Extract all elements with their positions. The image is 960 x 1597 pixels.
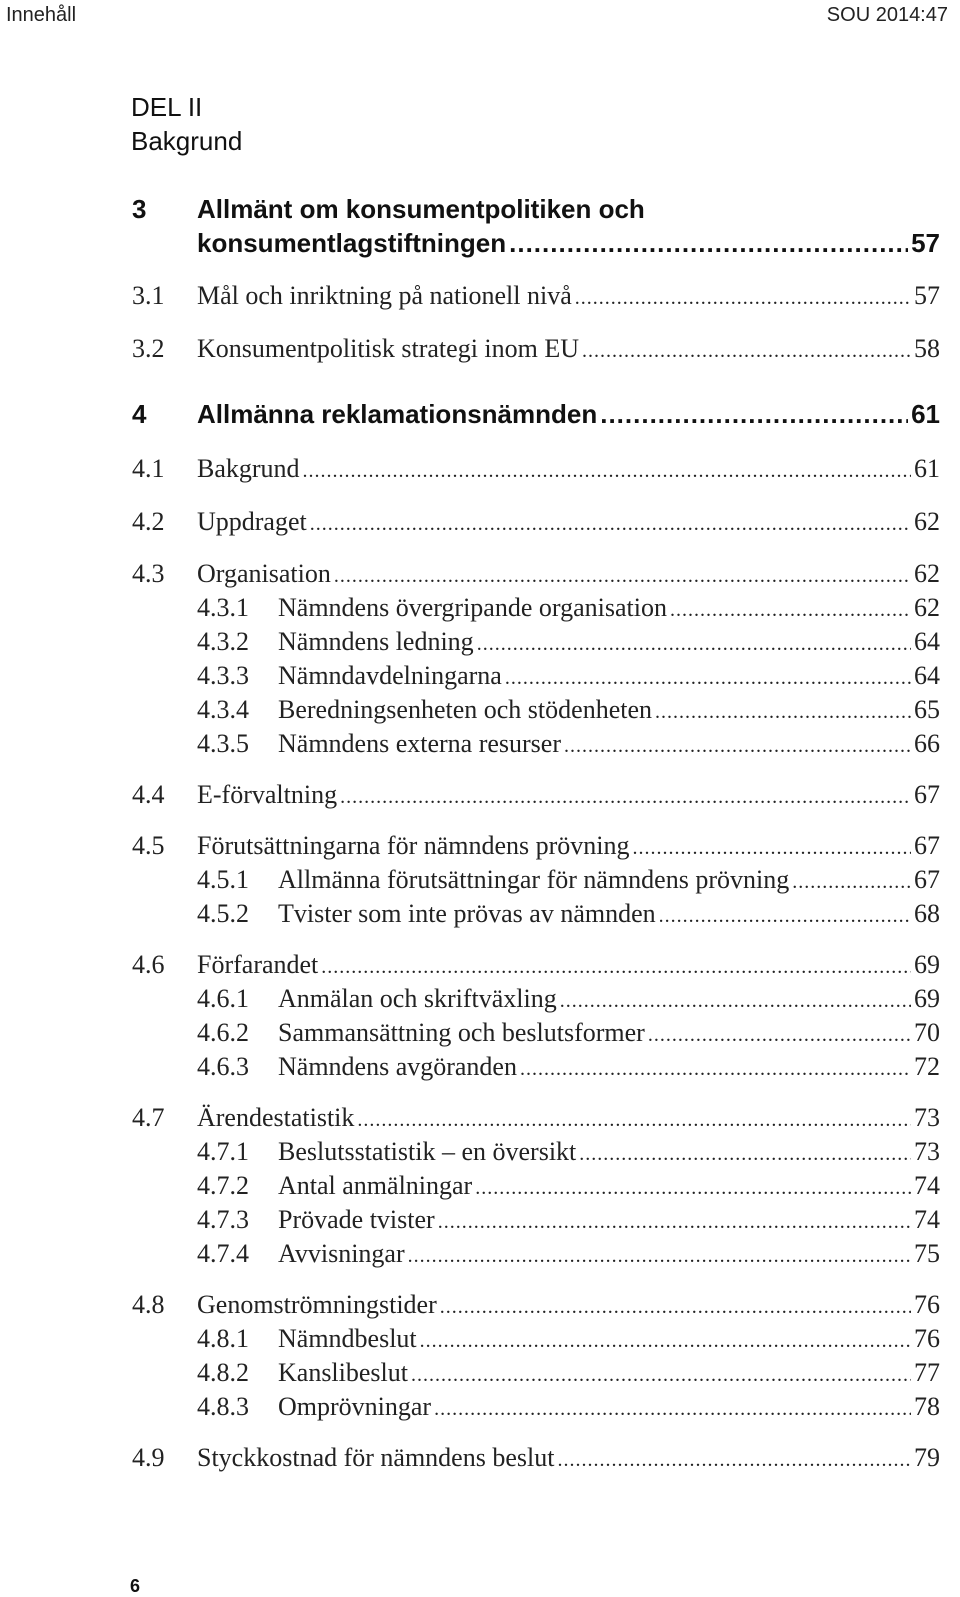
dot-leader — [509, 226, 908, 260]
toc-page: 74 — [914, 1171, 940, 1200]
toc-number: 4.6.1 — [197, 984, 249, 1013]
toc-number: 4.8.3 — [197, 1392, 249, 1421]
toc-chapter-3[interactable] — [0, 226, 960, 260]
dot-leader — [648, 1018, 911, 1052]
toc-number: 4.6.2 — [197, 1018, 249, 1047]
toc-section-3-1[interactable] — [0, 279, 960, 313]
toc-section-4-1[interactable] — [0, 452, 960, 486]
dot-leader — [575, 281, 911, 315]
toc-section-4-9[interactable] — [0, 1441, 960, 1475]
toc-subsection-4-7-3[interactable] — [0, 1203, 960, 1237]
toc-section-4-8[interactable] — [0, 1288, 960, 1322]
dot-leader — [600, 397, 908, 431]
toc-page: 78 — [914, 1392, 940, 1421]
toc-title: Uppdraget — [197, 507, 307, 536]
toc-number: 4.8.2 — [197, 1358, 249, 1387]
dot-leader — [582, 334, 911, 368]
toc-section-4-7[interactable] — [0, 1101, 960, 1135]
toc-page: 64 — [914, 661, 940, 690]
toc-page: 64 — [914, 627, 940, 656]
toc-subsection-4-8-1[interactable] — [0, 1322, 960, 1356]
dot-leader — [633, 831, 911, 865]
toc-subsection-4-8-2[interactable] — [0, 1356, 960, 1390]
toc-page: 79 — [914, 1443, 940, 1472]
toc-title: Allmänna förutsättningar för nämndens prövning — [278, 865, 790, 894]
toc-chapter-3-line1 — [0, 192, 960, 226]
toc-number: 4.3.2 — [197, 627, 249, 656]
toc-subsection-4-3-3[interactable] — [0, 659, 960, 693]
toc-section-4-4[interactable] — [0, 778, 960, 812]
part-title: Bakgrund — [131, 126, 243, 156]
toc-section-3-2[interactable] — [0, 332, 960, 366]
toc-title: Allmänna reklamationsnämnden — [197, 399, 598, 429]
toc-section-4-6[interactable] — [0, 948, 960, 982]
toc-subsection-4-7-1[interactable] — [0, 1135, 960, 1169]
toc-subsection-4-7-4[interactable] — [0, 1237, 960, 1271]
toc-title: Avvisningar — [278, 1239, 405, 1268]
toc-page: 76 — [914, 1290, 940, 1319]
toc-subsection-4-8-3[interactable] — [0, 1390, 960, 1424]
toc-title: Bakgrund — [197, 454, 300, 483]
toc-page: 68 — [914, 899, 940, 928]
toc-page: 70 — [914, 1018, 940, 1047]
toc-title: Förfarandet — [197, 950, 319, 979]
dot-leader — [477, 627, 911, 661]
toc-number: 3.2 — [132, 334, 165, 363]
toc-number: 4.1 — [132, 454, 165, 483]
toc-page: 61 — [914, 454, 940, 483]
toc-number: 4.8.1 — [197, 1324, 249, 1353]
toc-title: Ärendestatistik — [197, 1103, 355, 1132]
toc-number: 4.7 — [132, 1103, 165, 1132]
page-number: 6 — [130, 1576, 141, 1596]
toc-title: Organisation — [197, 559, 331, 588]
toc-number: 4.6.3 — [197, 1052, 249, 1081]
toc-page: 67 — [914, 780, 940, 809]
toc-page: 69 — [914, 984, 940, 1013]
part-heading — [131, 90, 242, 158]
dot-leader — [411, 1358, 911, 1392]
toc-number: 4.4 — [132, 780, 165, 809]
toc-number: 4.8 — [132, 1290, 165, 1319]
dot-leader — [340, 780, 911, 814]
toc-page: 65 — [914, 695, 940, 724]
toc-title: Förutsättningarna för nämndens prövning — [197, 831, 630, 860]
header-report-id: SOU 2014:47 — [826, 4, 948, 26]
toc-title: Nämndens övergripande organisation — [278, 593, 667, 622]
toc-title: konsumentlagstiftningen — [197, 228, 507, 258]
toc-section-4-3[interactable] — [0, 557, 960, 591]
toc-title: Sammansättning och beslutsformer — [278, 1018, 645, 1047]
toc-subsection-4-3-2[interactable] — [0, 625, 960, 659]
running-header — [0, 0, 960, 40]
toc-page: 69 — [914, 950, 940, 979]
toc-title: Allmänt om konsumentpolitiken och — [197, 194, 645, 224]
toc-title: Nämndens avgöranden — [278, 1052, 517, 1081]
toc-title: Tvister som inte prövas av nämnden — [278, 899, 656, 928]
toc-title: Kanslibeslut — [278, 1358, 408, 1387]
dot-leader — [560, 984, 911, 1018]
dot-leader — [440, 1290, 911, 1324]
toc-number: 4.9 — [132, 1443, 165, 1472]
toc-page: 76 — [914, 1324, 940, 1353]
toc-title: Mål och inriktning på nationell nivå — [197, 281, 572, 310]
dot-leader — [357, 1103, 911, 1137]
toc-page: 73 — [914, 1103, 940, 1132]
toc-number: 4.7.2 — [197, 1171, 249, 1200]
toc-page: 62 — [914, 559, 940, 588]
toc-page: 58 — [914, 334, 940, 363]
dot-leader — [334, 559, 911, 593]
toc-page: 72 — [914, 1052, 940, 1081]
toc-subsection-4-3-1[interactable] — [0, 591, 960, 625]
toc-title: Nämndavdelningarna — [278, 661, 502, 690]
toc-number: 3.1 — [132, 281, 165, 310]
dot-leader — [579, 1137, 911, 1171]
toc-page: 66 — [914, 729, 940, 758]
dot-leader — [792, 865, 911, 899]
toc-page: 67 — [914, 865, 940, 894]
toc-subsection-4-3-4[interactable] — [0, 693, 960, 727]
dot-leader — [475, 1171, 911, 1205]
toc-number: 4.7.4 — [197, 1239, 249, 1268]
toc-title: Beredningsenheten och stödenheten — [278, 695, 652, 724]
toc-number: 3 — [132, 194, 147, 224]
part-number: DEL II — [131, 92, 203, 122]
toc-number: 4.5.2 — [197, 899, 249, 928]
toc-number: 4.3.1 — [197, 593, 249, 622]
dot-leader — [303, 454, 911, 488]
toc-number: 4.2 — [132, 507, 165, 536]
header-section-label: Innehåll — [6, 4, 77, 26]
toc-number: 4.3.5 — [197, 729, 249, 758]
dot-leader — [408, 1239, 911, 1273]
toc-title: Omprövningar — [278, 1392, 432, 1421]
dot-leader — [434, 1392, 911, 1426]
toc-number: 4.3.4 — [197, 695, 249, 724]
toc-page: 77 — [914, 1358, 940, 1387]
toc-subsection-4-5-1[interactable] — [0, 863, 960, 897]
toc-title: Nämndens ledning — [278, 627, 474, 656]
toc-page: 73 — [914, 1137, 940, 1166]
toc-chapter-4[interactable] — [0, 397, 960, 431]
toc-subsection-4-3-5[interactable] — [0, 727, 960, 761]
toc-number: 4.7.1 — [197, 1137, 249, 1166]
toc-title: Styckkostnad för nämndens beslut — [197, 1443, 555, 1472]
toc-page: 57 — [911, 228, 940, 258]
toc-subsection-4-7-2[interactable] — [0, 1169, 960, 1203]
toc-page: 62 — [914, 507, 940, 536]
toc-page: 74 — [914, 1205, 940, 1234]
toc-number: 4.3.3 — [197, 661, 249, 690]
dot-leader — [420, 1324, 911, 1358]
toc-section-4-2[interactable] — [0, 505, 960, 539]
dot-leader — [438, 1205, 911, 1239]
toc-title: Nämndens externa resurser — [278, 729, 561, 758]
dot-leader — [670, 593, 911, 627]
toc-title: Genomströmningstider — [197, 1290, 437, 1319]
toc-page: 75 — [914, 1239, 940, 1268]
dot-leader — [520, 1052, 911, 1086]
toc-page: 57 — [914, 281, 940, 310]
toc-number: 4.7.3 — [197, 1205, 249, 1234]
dot-leader — [310, 507, 911, 541]
toc-title: Konsumentpolitisk strategi inom EU — [197, 334, 580, 363]
toc-title: Prövade tvister — [278, 1205, 435, 1234]
dot-leader — [564, 729, 911, 763]
dot-leader — [659, 899, 911, 933]
toc-subsection-4-5-2[interactable] — [0, 897, 960, 931]
toc-title: E-förvaltning — [197, 780, 338, 809]
toc-title: Antal anmälningar — [278, 1171, 473, 1200]
dot-leader — [557, 1443, 911, 1477]
dot-leader — [655, 695, 911, 729]
toc-subsection-4-6-1[interactable] — [0, 982, 960, 1016]
toc-number: 4.5 — [132, 831, 165, 860]
toc-page: 61 — [911, 399, 940, 429]
toc-number: 4 — [132, 399, 147, 429]
toc-page: 67 — [914, 831, 940, 860]
toc-number: 4.5.1 — [197, 865, 249, 894]
dot-leader — [505, 661, 911, 695]
toc-title: Beslutsstatistik – en översikt — [278, 1137, 577, 1166]
toc-subsection-4-6-2[interactable] — [0, 1016, 960, 1050]
toc-title: Anmälan och skriftväxling — [278, 984, 557, 1013]
toc-section-4-5[interactable] — [0, 829, 960, 863]
toc-number: 4.6 — [132, 950, 165, 979]
toc-number: 4.3 — [132, 559, 165, 588]
toc-page: 62 — [914, 593, 940, 622]
toc-subsection-4-6-3[interactable] — [0, 1050, 960, 1084]
toc-title: Nämndbeslut — [278, 1324, 417, 1353]
dot-leader — [321, 950, 911, 984]
